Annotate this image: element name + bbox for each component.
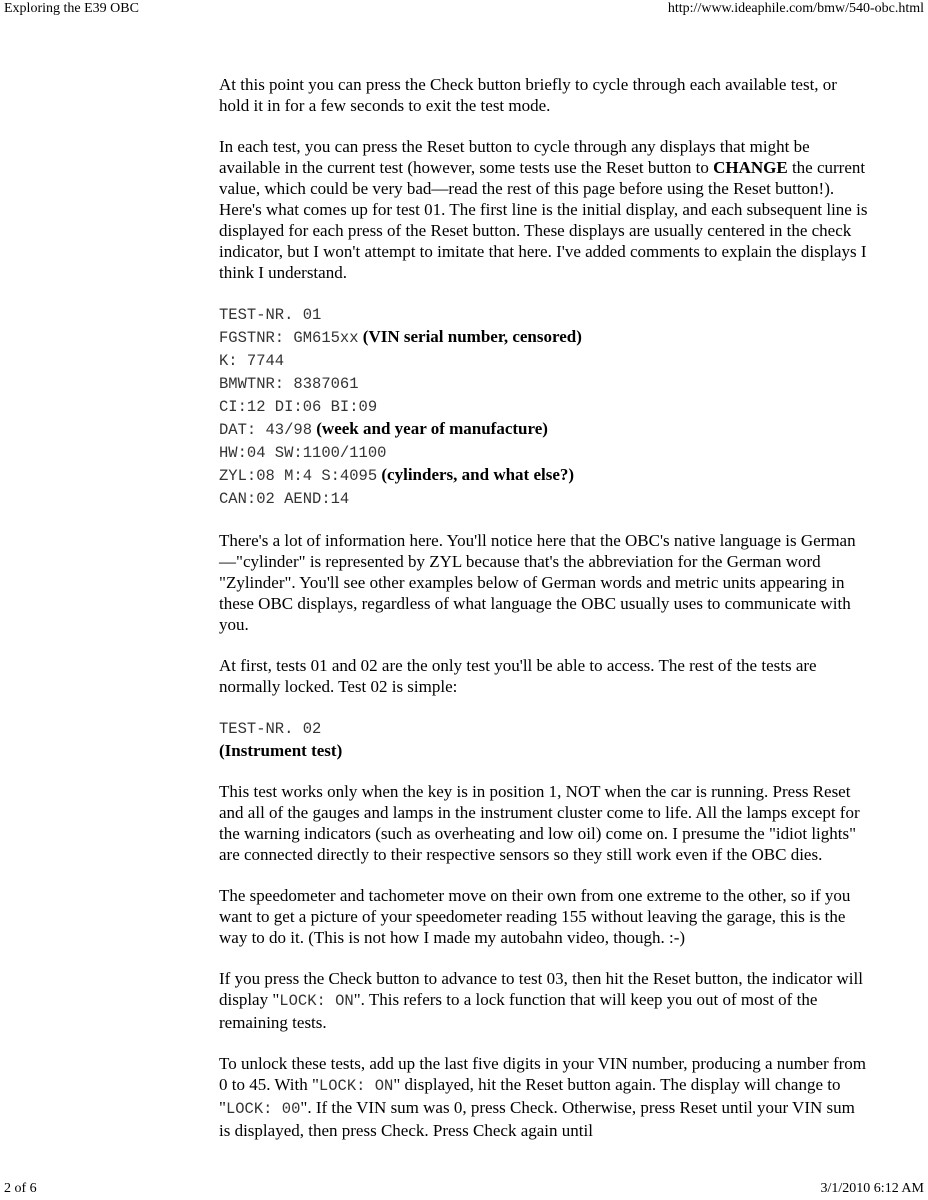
display-text: HW:04 SW:1100/1100 [219, 444, 387, 462]
display-line [219, 717, 869, 740]
article-body [219, 74, 869, 1161]
display-comment: (Instrument test) [219, 741, 343, 760]
display-comment: (week and year of manufacture) [316, 419, 548, 438]
page-header-title: Exploring the E39 OBC [4, 1, 139, 16]
display-line [219, 441, 869, 464]
text: ". This refers to a lock function that will keep you out of most of the remaining tests. [219, 990, 818, 1032]
paragraph-reset-button [219, 136, 869, 283]
display-line [219, 487, 869, 510]
display-line [219, 303, 869, 326]
text: If you press the Check button to advance to test 03, then hit the Reset button, the indicator will display " [219, 969, 863, 1009]
paragraph-instrument-test: This test works only when the key is in position 1, NOT when the car is running. Press Reset and all of the gauges and lamps in the instrument cluster come to life. All the lamps except for the warning indicators (such as overheating and low oil) come on. I presume the "idiot lights" are connected directly to their respective sensors so they still work even if the OBC dies. [219, 782, 860, 864]
paragraph-check-button: At this point you can press the Check button briefly to cycle through each available test, or hold it in for a few seconds to exit the test mode. [219, 75, 837, 115]
display-line [219, 372, 869, 395]
paragraph-locked-tests: At first, tests 01 and 02 are the only test you'll be able to access. The rest of the tests are normally locked. Test 02 is simple: [219, 656, 817, 696]
print-datetime: 3/1/2010 6:12 AM [820, 1181, 924, 1196]
paragraph-unlock-tests [219, 1053, 869, 1141]
display-text: CI:12 DI:06 BI:09 [219, 398, 378, 416]
text: ". If the VIN sum was 0, press Check. Otherwise, press Reset until your VIN sum is displayed, then press Check. Press Check again until [219, 1098, 855, 1140]
display-line [219, 349, 869, 372]
display-line [219, 326, 869, 349]
emphasis-change: CHANGE [713, 158, 788, 177]
display-comment: (cylinders, and what else?) [381, 465, 575, 484]
paragraph-speedometer: The speedometer and tachometer move on their own from one extreme to the other, so if you want to get a picture of your speedometer reading 155 without leaving the garage, this is the way to do it. (This is not how I made my autobahn video, though. :-) [219, 886, 851, 947]
display-line [219, 395, 869, 418]
inline-code: LOCK: ON [279, 992, 354, 1010]
display-text: TEST-NR. 02 [219, 720, 322, 738]
test-02-display [219, 717, 869, 761]
display-line [219, 464, 869, 487]
text: To unlock these tests, add up the last five digits in your VIN number, producing a number from 0 to 45. With " [219, 1054, 866, 1094]
page-header-url: http://www.ideaphile.com/bmw/540-obc.html [667, 1, 924, 16]
test-01-display [219, 303, 869, 510]
display-text: CAN:02 AEND:14 [219, 490, 350, 508]
paragraph-german-language: There's a lot of information here. You'll notice here that the OBC's native language is German—"cylinder" is represented by ZYL because that's the abbreviation for the German word "Zylinder". You'll see other examples below of German words and metric units appearing in these OBC displays, regardless of what language the OBC usually uses to communicate with you. [219, 531, 856, 634]
display-text: ZYL:08 M:4 S:4095 [219, 467, 378, 485]
display-text: FGSTNR: GM615xx [219, 329, 359, 347]
display-text: TEST-NR. 01 [219, 306, 322, 324]
display-text: DAT: 43/98 [219, 421, 313, 439]
paragraph-lock-function [219, 968, 869, 1033]
display-text: BMWTNR: 8387061 [219, 375, 359, 393]
display-line [219, 418, 869, 441]
text: " displayed, hit the Reset button again. The display will change to " [219, 1075, 841, 1117]
display-comment: (VIN serial number, censored) [362, 327, 582, 346]
text: the current value, which could be very bad—read the rest of this page before using the Reset button!). Here's what comes up for test 01. The first line is the initial display, and each subsequent line is displayed for each press of the Reset button. These displays are usually centered in the check indicator, but I won't attempt to imitate that here. I've added comments to explain the displays I think I understand. [219, 158, 868, 282]
page-number: 2 of 6 [4, 1181, 37, 1196]
text: In each test, you can press the Reset button to cycle through any displays that might be available in the current test (however, some tests use the Reset button to [219, 137, 810, 177]
inline-code: LOCK: ON [318, 1077, 394, 1095]
display-line [219, 740, 869, 761]
inline-code: LOCK: 00 [225, 1100, 301, 1118]
display-text: K: 7744 [219, 352, 285, 370]
